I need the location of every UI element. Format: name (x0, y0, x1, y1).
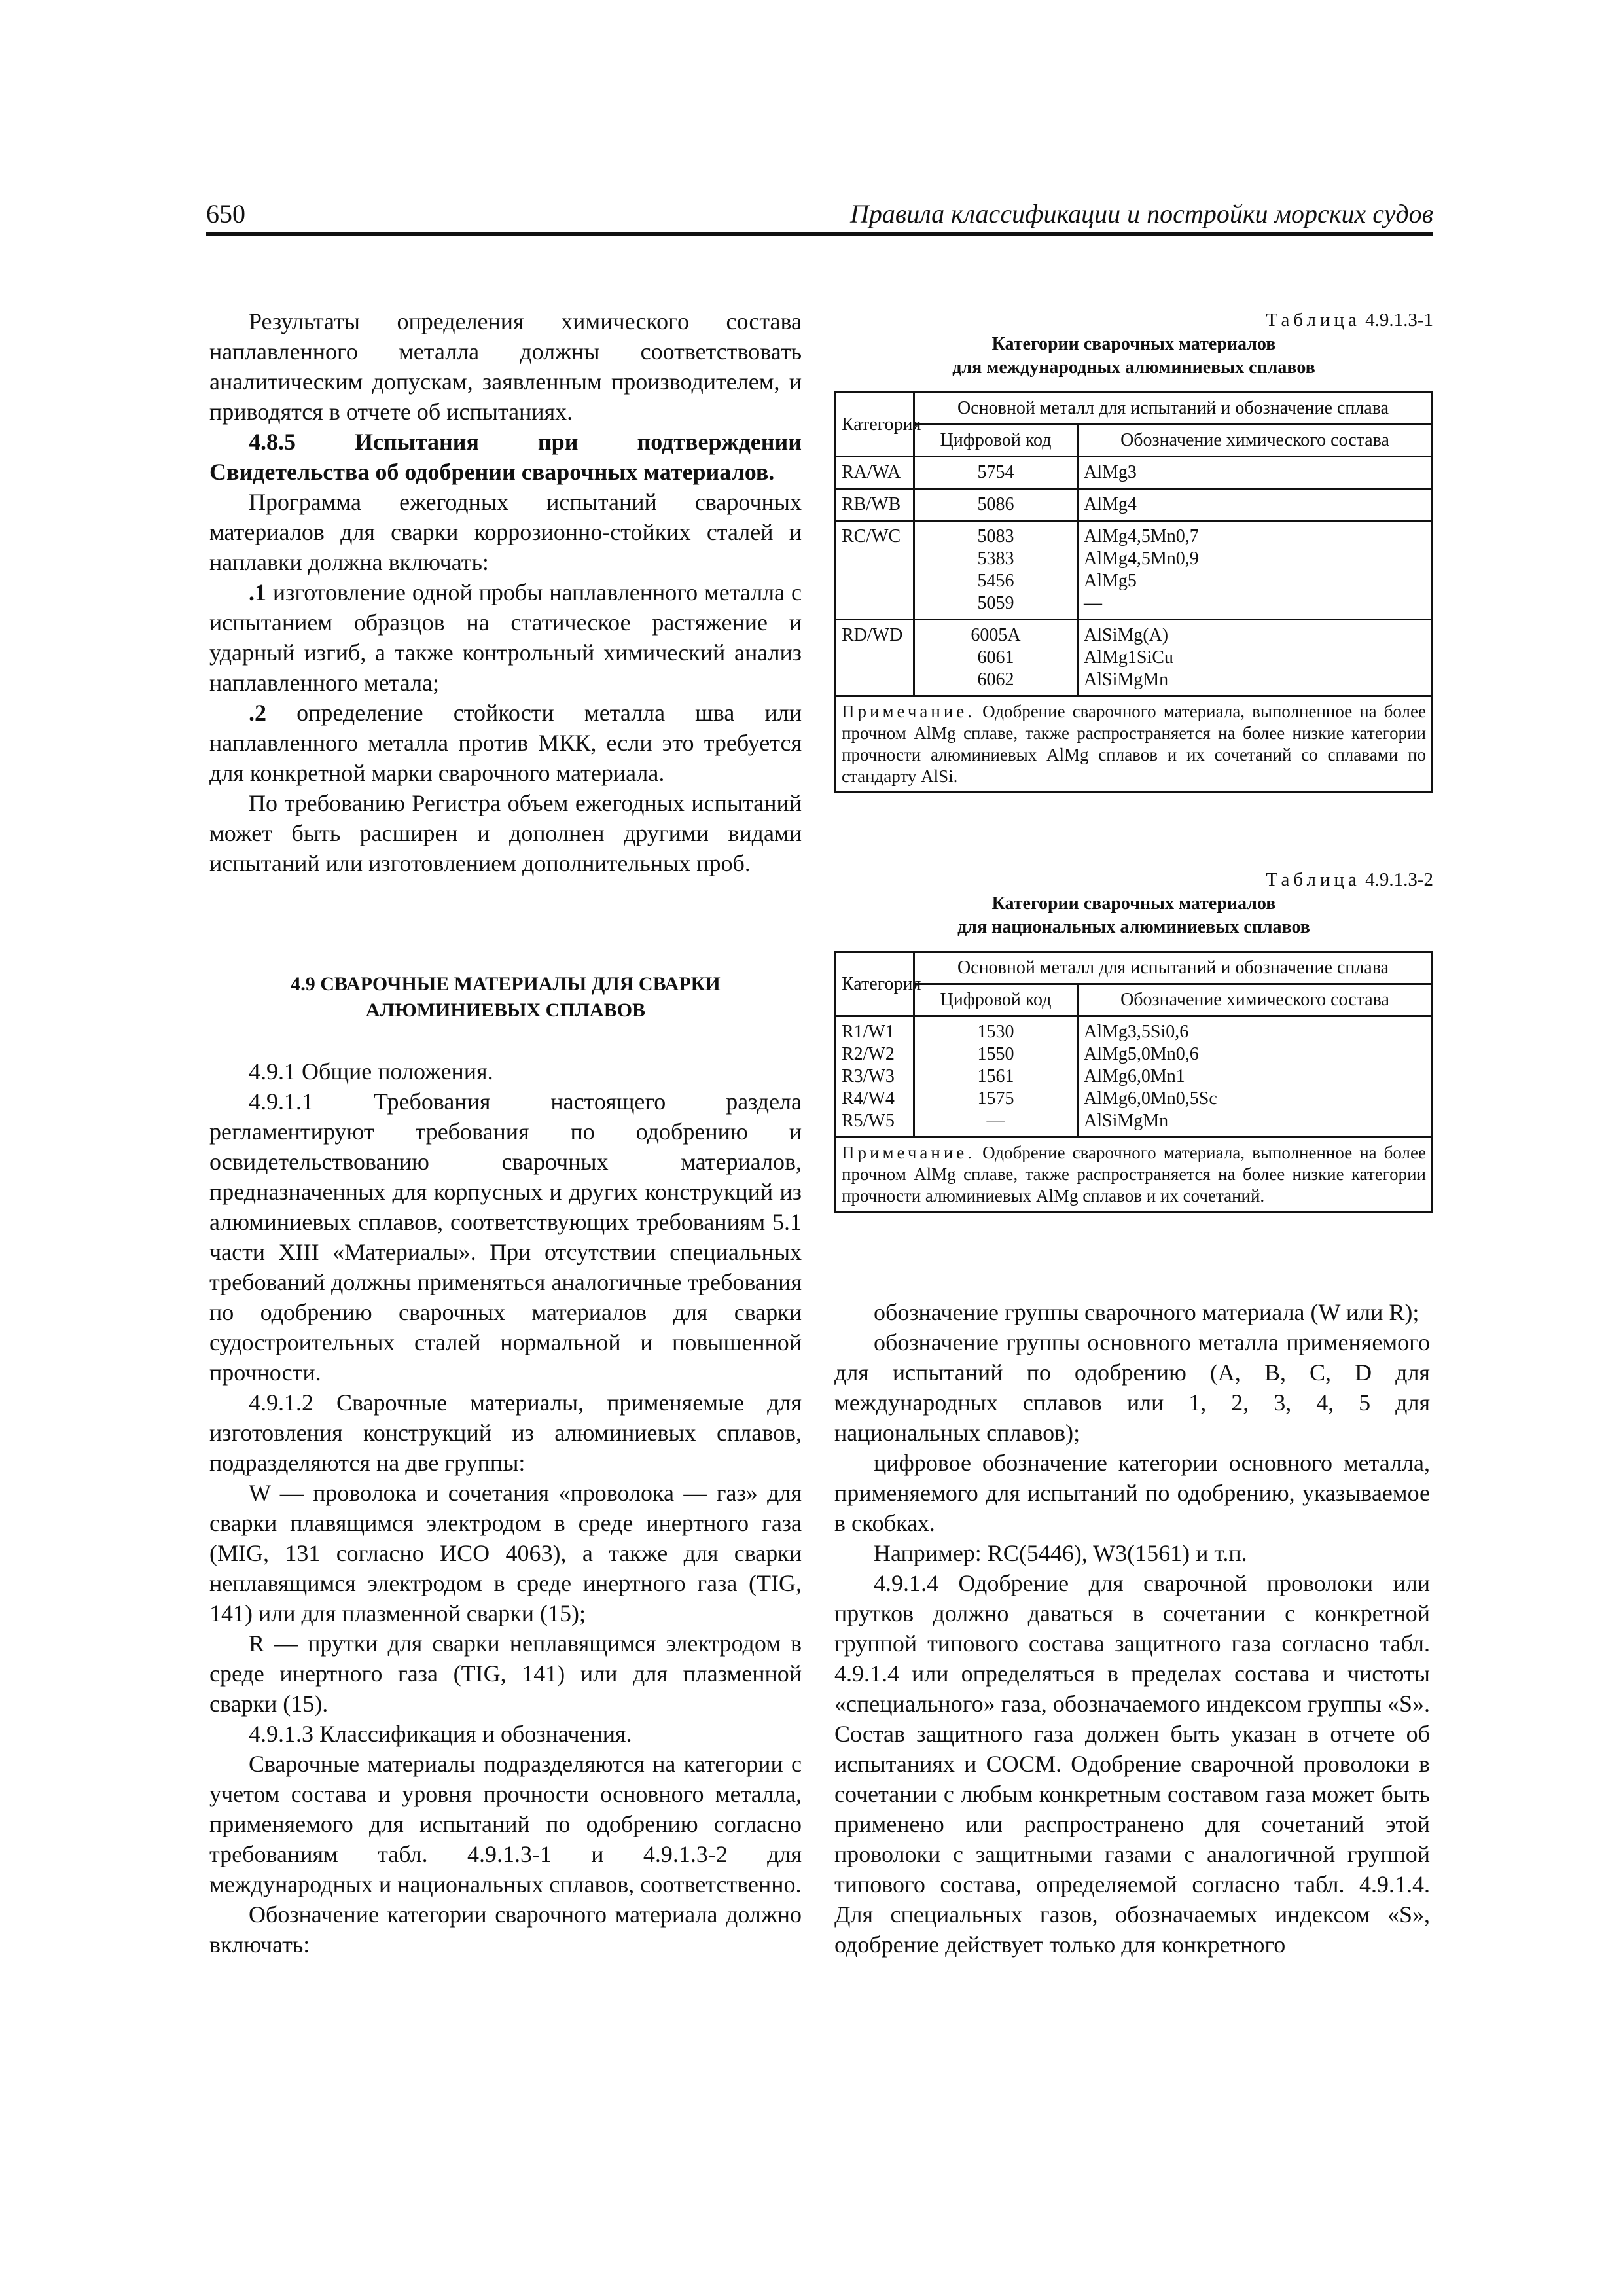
category-value: R5/W5 (842, 1111, 895, 1131)
code-value: 5083 (977, 526, 1014, 547)
paragraph: обозначение группы основного металла применяемого для испытаний по одобрению (A, B, C, D для международных сплавов или 1, 2, 3, 4, 5 для национальных сплавов); (834, 1329, 1430, 1446)
paragraph: 4.9.1.4 Одобрение для сварочной проволоки или прутков должно даваться в сочетании с конкретной группой типового состава защитного газа согласно табл. 4.9.1.4 или определяться в пределах состава и чистоты «специального» газа, обозначаемого индексом группы «S». Состав защитного газа должен быть указан в отчете об испытаниях и СОСМ. Одобрение сварочной проволоки в сочетании с любым конкретным составом газа может быть применено или распространено для сочетаний этой проволоки с защитными газами с аналогичной группой типового состава, определяемой согласно табл. 4.9.1.4. Для специальных газов, обозначаемых индексом «S», одобрение действует только для конкретного (834, 1570, 1430, 1958)
designation-value: AlMg3,5Si0,6 (1084, 1022, 1189, 1042)
column-header-category: Категория (836, 393, 914, 457)
category-cell (836, 1016, 914, 1138)
right-column (834, 1297, 1430, 1960)
page-number: 650 (206, 199, 245, 228)
code-cell (914, 1016, 1078, 1138)
column-header-digital-code: Цифровой код (914, 984, 1078, 1016)
category-value: R2/W2 (842, 1044, 895, 1064)
table-title-line: для международных алюминиевых сплавов (952, 357, 1315, 378)
category-cell: RC/WC (836, 521, 914, 620)
code-value: 1530 (977, 1022, 1014, 1042)
table-title-line: Категории сварочных материалов (991, 893, 1276, 914)
category-value: R1/W1 (842, 1022, 895, 1042)
code-value: 1561 (977, 1066, 1014, 1086)
column-header-base-metal: Основной металл для испытаний и обозначение сплава (914, 952, 1433, 984)
paragraph: цифровое обозначение категории основного металла, применяемого для испытаний по одобрению, указываемое в скобках. (834, 1450, 1430, 1536)
column-header-category: Категория (836, 952, 914, 1016)
designation-value: AlSiMg(A) (1084, 625, 1169, 645)
list-item-number: .1 (249, 579, 266, 605)
designation-value: — (1084, 593, 1102, 613)
section-number: 4.8.5 (249, 429, 296, 455)
code-value: 1575 (977, 1088, 1014, 1109)
table-row (836, 457, 1433, 489)
subsection-4-9-1: 4.9.1 Общие положения. (249, 1058, 493, 1085)
code-cell (914, 521, 1078, 620)
column-header-digital-code: Цифровой код (914, 425, 1078, 457)
code-cell: 5086 (914, 489, 1078, 521)
designation-value: AlMg6,0Mn1 (1084, 1066, 1185, 1086)
note-text: Одобрение сварочного материала, выполненное на более прочном AlMg сплаве, также распространяется на более низкие категории прочности алюминиевых AlMg сплавов и их сочетаний со сплавами по стандарту AlSi. (842, 702, 1427, 786)
code-cell (914, 620, 1078, 696)
code-value: — (986, 1111, 1005, 1131)
column-header-designation: Обозначение химического состава (1078, 425, 1433, 457)
code-value: 5456 (977, 571, 1014, 591)
table-row (836, 620, 1433, 696)
category-cell: RA/WA (836, 457, 914, 489)
paragraph: Результаты определения химического состава наплавленного металла должны соответствовать аналитическим допускам, заявленным производителем, и приводятся в отчете об испытаниях. (209, 308, 802, 425)
category-value: R3/W3 (842, 1066, 895, 1086)
section-title: Испытания при подтверждении Свидетельства об одобрении сварочных материалов. (209, 429, 802, 485)
column-header-base-metal: Основной металл для испытаний и обозначение сплава (914, 393, 1433, 425)
table-note-row (836, 1138, 1433, 1212)
note-label: Примечание. (842, 702, 976, 721)
left-column (209, 306, 802, 1960)
header-rule (206, 232, 1433, 236)
table-label: Таблица (1266, 310, 1361, 331)
code-value: 6061 (977, 647, 1014, 668)
designation-cell: AlMg4 (1078, 489, 1433, 521)
paragraph: Сварочные материалы подразделяются на категории с учетом состава и уровня прочности основного металла, применяемого для испытаний по одобрению согласно требованиям табл. 4.9.1.3-1 и 4.9.1.3-2 для международных и национальных сплавов, соответственно. (209, 1751, 802, 1897)
section-heading-line: 4.9 СВАРОЧНЫЕ МАТЕРИАЛЫ ДЛЯ СВАРКИ (291, 973, 721, 995)
section-heading-4-9 (209, 971, 802, 1024)
category-value: R4/W4 (842, 1088, 895, 1109)
table-number-value: 4.9.1.3-1 (1365, 310, 1433, 331)
table-international-alloys (834, 391, 1433, 793)
group-r-description: R — прутки для сварки неплавящимся электродом в среде инертного газа (TIG, 141) или для плазменной сварки (15). (209, 1630, 802, 1717)
table-block-2 (834, 867, 1433, 1213)
paragraph: Обозначение категории сварочного материала должно включать: (209, 1901, 802, 1958)
paragraph: 4.9.1.1 Требования настоящего раздела регламентируют требования по одобрению и освидетельствованию сварочных материалов, предназначенных для корпусных и других конструкций из алюминиевых сплавов, соответствующих требованиям 5.1 части XIII «Материалы». При отсутствии специальных требований должны применяться аналогичные требования по одобрению сварочных материалов для сварки судостроительных сталей нормальной и повышенной прочности. (209, 1088, 802, 1386)
paragraph: 4.9.1.2 Сварочные материалы, применяемые для изготовления конструкций из алюминиевых сплавов, подразделяются на две группы: (209, 1390, 802, 1476)
designation-cell (1078, 620, 1433, 696)
table-row (836, 521, 1433, 620)
table-label: Таблица (1266, 869, 1361, 890)
code-value: 6062 (977, 670, 1014, 690)
table-block-1 (834, 308, 1433, 793)
code-value: 1550 (977, 1044, 1014, 1064)
list-item-number: .2 (249, 700, 266, 726)
list-item (209, 698, 802, 788)
code-cell: 5754 (914, 457, 1078, 489)
table-note (836, 1138, 1433, 1212)
designation-value: AlSiMgMn (1084, 1111, 1169, 1131)
designation-value: AlMg4,5Mn0,9 (1084, 548, 1199, 569)
designation-value: AlMg4,5Mn0,7 (1084, 526, 1199, 547)
group-w-description: W — проволока и сочетания «проволока — газ» для сварки плавящимся электродом в среде инертного газа (MIG, 131 согласно ИСО 4063), а также для сварки неплавящимся электродом в среде инертного газа (TIG, 141) или для плазменной сварки (15); (209, 1480, 802, 1626)
designation-cell (1078, 1016, 1433, 1138)
category-cell: RB/WB (836, 489, 914, 521)
table-row (836, 489, 1433, 521)
example-paragraph: Например: RC(5446), W3(1561) и т.п. (874, 1540, 1247, 1566)
paragraph: Программа ежегодных испытаний сварочных материалов для сварки коррозионно-стойких сталей и наплавки должна включать: (209, 489, 802, 575)
column-header-designation: Обозначение химического состава (1078, 984, 1433, 1016)
table-note-row (836, 696, 1433, 793)
table-row (836, 1016, 1433, 1138)
designation-cell: AlMg3 (1078, 457, 1433, 489)
table-national-alloys (834, 951, 1433, 1213)
subsection-4-9-1-3: 4.9.1.3 Классификация и обозначения. (249, 1721, 632, 1747)
code-value: 5059 (977, 593, 1014, 613)
note-label: Примечание. (842, 1143, 976, 1162)
table-number (834, 308, 1433, 332)
table-title-line: для национальных алюминиевых сплавов (957, 917, 1310, 937)
section-heading-4-8-5 (209, 427, 802, 487)
designation-value: AlSiMgMn (1084, 670, 1169, 690)
spacer (209, 878, 802, 957)
running-title: Правила классификации и постройки морских судов (849, 199, 1433, 228)
paragraph: обозначение группы сварочного материала (W или R); (874, 1299, 1419, 1325)
category-cell: RD/WD (836, 620, 914, 696)
designation-value: AlMg1SiCu (1084, 647, 1173, 668)
section-heading-line: АЛЮМИНИЕВЫХ СПЛАВОВ (365, 999, 646, 1021)
list-item-text: определение стойкости металла шва или наплавленного металла против МКК, если это требуется для конкретной марки сварочного материала. (209, 700, 802, 786)
code-value: 5383 (977, 548, 1014, 569)
code-value: 6005A (971, 625, 1021, 645)
paragraph: По требованию Регистра объем ежегодных испытаний может быть расширен и дополнен другими видами испытаний или изготовлением дополнительных проб. (209, 790, 802, 876)
designation-value: AlMg5 (1084, 571, 1137, 591)
designation-value: AlMg5,0Mn0,6 (1084, 1044, 1199, 1064)
note-text: Одобрение сварочного материала, выполненное на более прочном AlMg сплаве, также распространяется на более низкие категории прочности алюминиевых AlMg сплавов и их сочетаний. (842, 1143, 1427, 1206)
designation-cell (1078, 521, 1433, 620)
table-title-line: Категории сварочных материалов (991, 334, 1276, 354)
table-number (834, 867, 1433, 892)
table-number-value: 4.9.1.3-2 (1365, 869, 1433, 890)
list-item-text: изготовление одной пробы наплавленного металла с испытанием образцов на статическое растяжение и ударный изгиб, а также контрольный химический анализ наплавленного метала; (209, 579, 802, 696)
table-note (836, 696, 1433, 793)
designation-value: AlMg6,0Mn0,5Sc (1084, 1088, 1217, 1109)
list-item (209, 577, 802, 698)
